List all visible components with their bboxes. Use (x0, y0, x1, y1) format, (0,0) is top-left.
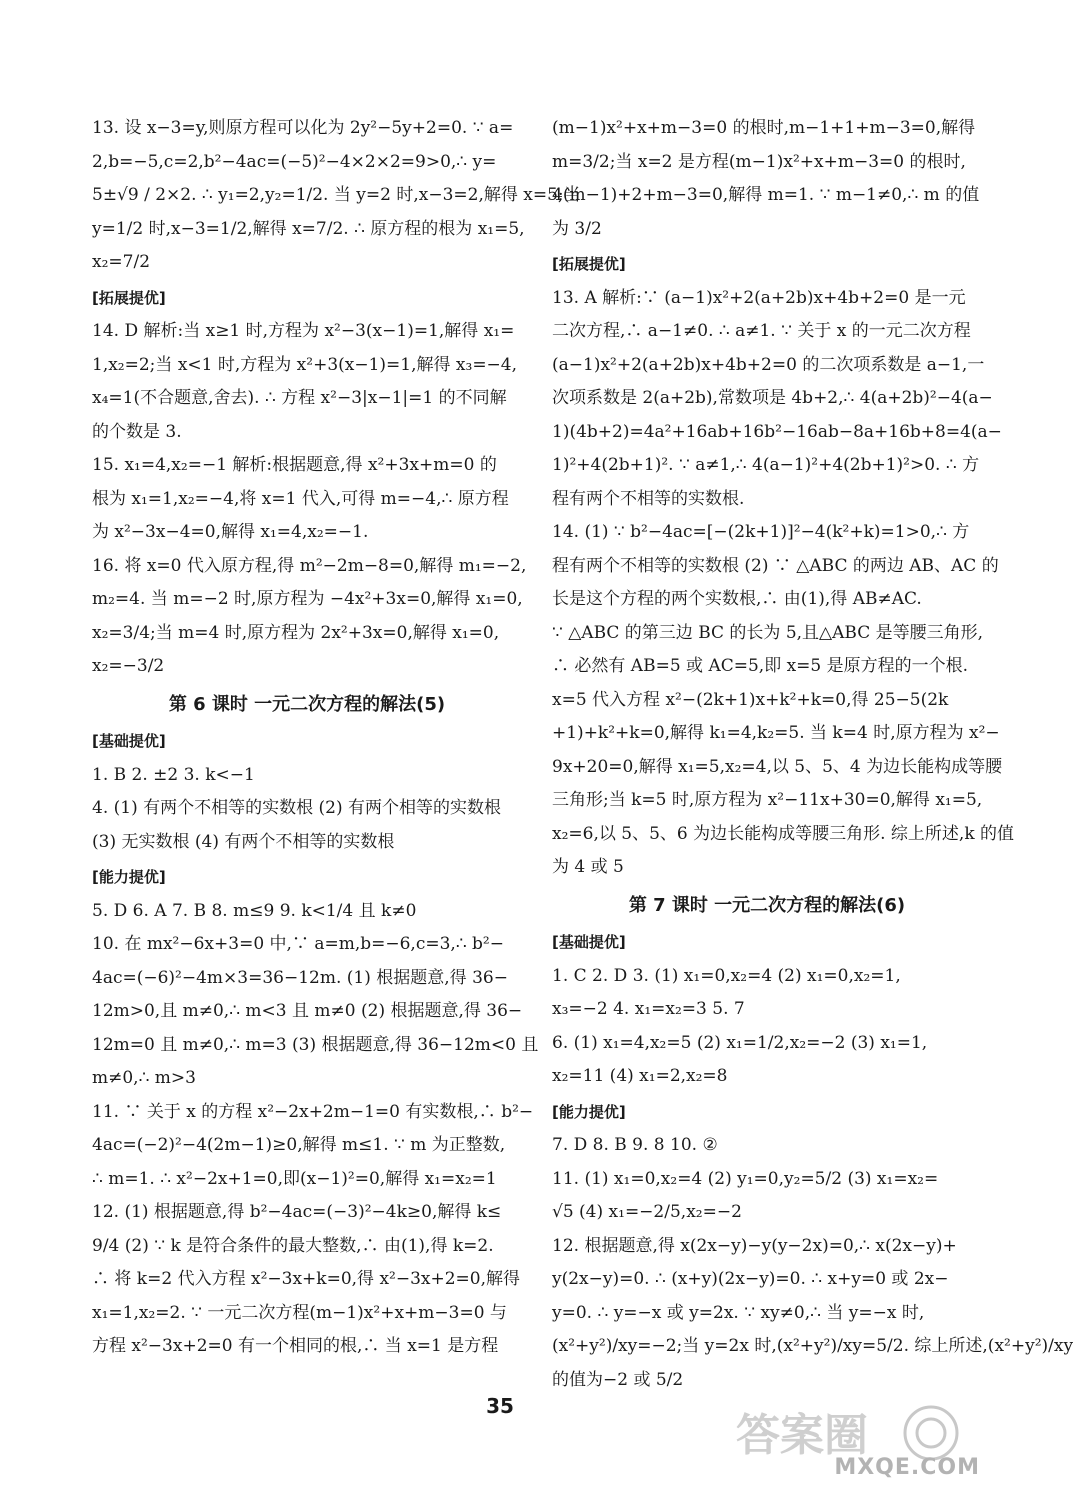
section-tag: [拓展提优] (92, 288, 166, 307)
answer-line: 程有两个不相等的实数根 (2) ∵ △ABC 的两边 AB、AC 的 (552, 555, 999, 576)
answer-line: 12m>0,且 m≠0,∴ m<3 且 m≠0 (2) 根据题意,得 36− (92, 1001, 523, 1021)
answer-line: ∵ △ABC 的第三边 BC 的长为 5,且△ABC 是等腰三角形, (552, 622, 984, 643)
answer-line: 方程 x²−3x+2=0 有一个相同的根,∴ 当 x=1 是方程 (92, 1336, 499, 1356)
answer-line: 1. C 2. D 3. (1) x₁=0,x₂=4 (2) x₁=0,x₂=1, (552, 965, 901, 986)
answer-line: 1)(4b+2)=4a²+16ab+16b²−16ab−8a+16b+8=4(a− (552, 421, 1002, 442)
answer-block (92, 928, 539, 1096)
answer-line: 11. ∵ 关于 x 的方程 x²−2x+2m−1=0 有实数根,∴ b²− (92, 1101, 534, 1122)
answer-line: x₃=−2 4. x₁=x₂=3 5. 7 (552, 999, 745, 1019)
answer-line: 2,b=−5,c=2,b²−4ac=(−5)²−4×2×2=9>0,∴ y= (92, 151, 497, 172)
answer-line: y=1/2 时,x−3=1/2,解得 x=7/2. ∴ 原方程的根为 x₁=5, (92, 218, 525, 239)
answer-line: 9x+20=0,解得 x₁=5,x₂=4,以 5、5、4 为边长能构成等腰 (552, 756, 1003, 777)
answer-line: 1,x₂=2;当 x<1 时,方程为 x²+3(x−1)=1,解得 x₃=−4, (92, 354, 518, 375)
answer-line: x₁=1,x₂=2. ∵ 一元二次方程(m−1)x²+x+m−3=0 与 (92, 1302, 507, 1323)
answer-line: 1. B 2. ±2 3. k<−1 (92, 764, 255, 785)
answer-line: 长是这个方程的两个实数根,∴ 由(1),得 AB≠AC. (552, 589, 922, 609)
answer-line: m=3/2;当 x=2 是方程(m−1)x²+x+m−3=0 的根时, (552, 151, 966, 172)
answer-line: 15. x₁=4,x₂=−1 解析:根据题意,得 x²+3x+m=0 的 (92, 455, 497, 475)
watermark-logo-text: 答案圈 (736, 1410, 868, 1461)
answer-line: 13. A 解析:∵ (a−1)x²+2(a+2b)x+4b+2=0 是一元 (552, 287, 966, 308)
answer-line: (m−1)x²+x+m−3=0 的根时,m−1+1+m−3=0,解得 (552, 118, 976, 138)
answer-block (92, 1196, 522, 1364)
section-tag: [能力提优] (552, 1102, 626, 1121)
answer-line: 程有两个不相等的实数根. (552, 488, 745, 509)
answer-line: x₂=3/4;当 m=4 时,原方程为 2x²+3x=0,解得 x₁=0, (92, 622, 500, 643)
answer-line: x=5 代入方程 x²−(2k+1)x+k²+k=0,得 25−5(2k (552, 689, 949, 710)
answer-line: 10. 在 mx²−6x+3=0 中,∵ a=m,b=−6,c=3,∴ b²− (92, 934, 504, 954)
section-tag: [拓展提优] (552, 255, 626, 273)
answer-line: 12m=0 且 m≠0,∴ m=3 (3) 根据题意,得 36−12m<0 且 (92, 1034, 539, 1055)
answer-line: 9/4 (2) ∵ k 是符合条件的最大整数,∴ 由(1),得 k=2. (92, 1235, 494, 1256)
answer-block (552, 1230, 1073, 1398)
answer-line: 16. 将 x=0 代入原方程,得 m²−2m−8=0,解得 m₁=−2, (92, 555, 527, 576)
section-tag: [基础提优] (552, 933, 626, 951)
answer-line: 二次方程,∴ a−1≠0. ∴ a≠1. ∵ 关于 x 的一元二次方程 (552, 321, 971, 341)
answer-block (552, 112, 982, 246)
answer-line: y(2x−y)=0. ∴ (x+y)(2x−y)=0. ∴ x+y=0 或 2x− (552, 1269, 949, 1289)
section-tag: [能力提优] (92, 868, 166, 886)
answer-line: 根为 x₁=1,x₂=−4,将 x=1 代入,可得 m=−4,∴ 原方程 (92, 488, 509, 509)
answer-line: 的个数是 3. (92, 421, 182, 442)
answer-line: 4ac=(−2)²−4(2m−1)≥0,解得 m≤1. ∵ m 为正整数, (92, 1135, 506, 1155)
answer-block (552, 960, 982, 1027)
answer-line: x₄=1(不合题意,舍去). ∴ 方程 x²−3|x−1|=1 的不同解 (92, 388, 507, 408)
answer-block (92, 792, 522, 859)
answer-line: x₂=−3/2 (92, 656, 165, 676)
section-tag: [基础提优] (92, 732, 166, 750)
answer-line: (a−1)x²+2(a+2b)x+4b+2=0 的二次项系数是 a−1,一 (552, 354, 985, 375)
answer-block (552, 516, 1015, 885)
answer-block (552, 1129, 982, 1163)
answer-line: 为 4 或 5 (552, 857, 624, 877)
page-number: 35 (486, 1394, 514, 1418)
answer-block (92, 550, 527, 684)
answer-line: 14. (1) ∵ b²−4ac=[−(2k+1)]²−4(k²+k)=1>0,∴ 方 (552, 522, 970, 542)
answer-line: m≠0,∴ m>3 (92, 1068, 196, 1088)
lesson-heading: 第 6 课时 一元二次方程的解法(5) (168, 693, 446, 715)
answer-line: x₂=7/2 (92, 252, 151, 272)
answer-line: ∴ m=1. ∴ x²−2x+1=0,即(x−1)²=0,解得 x₁=x₂=1 (92, 1168, 497, 1189)
answer-line: m₂=4. 当 m=−2 时,原方程为 −4x²+3x=0,解得 x₁=0, (92, 589, 523, 609)
right-column (552, 112, 1073, 1397)
answer-block (92, 1096, 534, 1197)
answer-line: (x²+y²)/xy=−2;当 y=2x 时,(x²+y²)/xy=5/2. 综上所述,(x²+y²)/xy (552, 1336, 1073, 1356)
answer-line: 三角形;当 k=5 时,原方程为 x²−11x+30=0,解得 x₁=5, (552, 790, 983, 810)
answer-line: ∴ 将 k=2 代入方程 x²−3x+k=0,得 x²−3x+2=0,解得 (92, 1269, 521, 1289)
answer-block (92, 759, 522, 793)
answer-line: √5 (4) x₁=−2/5,x₂=−2 (552, 1202, 742, 1222)
answer-line: 的值为−2 或 5/2 (552, 1369, 684, 1390)
answer-block (92, 449, 522, 550)
answer-line: +1)+k²+k=0,解得 k₁=4,k₂=5. 当 k=4 时,原方程为 x²− (552, 723, 1000, 743)
answer-line: 1)²+4(2b+1)². ∵ a≠1,∴ 4(a−1)²+4(2b+1)²>0. ∴ 方 (552, 455, 980, 475)
answer-line: 11. (1) x₁=0,x₂=4 (2) y₁=0,y₂=5/2 (3) x₁=x₂= (552, 1168, 939, 1189)
answer-line: x₂=11 (4) x₁=2,x₂=8 (552, 1066, 728, 1086)
answer-line: 4(m−1)+2+m−3=0,解得 m=1. ∵ m−1≠0,∴ m 的值 (552, 185, 980, 205)
answer-line: 5. D 6. A 7. B 8. m≤9 9. k<1/4 且 k≠0 (92, 900, 417, 921)
answer-block (92, 315, 522, 449)
answer-line: 4. (1) 有两个不相等的实数根 (2) 有两个相等的实数根 (92, 798, 501, 818)
answer-line: 12. (1) 根据题意,得 b²−4ac=(−3)²−4k≥0,解得 k≤ (92, 1202, 502, 1222)
answer-line: x₂=6,以 5、5、6 为边长能构成等腰三角形. 综上所述,k 的值 (552, 823, 1015, 844)
lesson-heading: 第 7 课时 一元二次方程的解法(6) (628, 894, 906, 916)
answer-line: 4ac=(−6)²−4m×3=36−12m. (1) 根据题意,得 36− (92, 967, 508, 988)
answer-block (552, 1163, 982, 1230)
watermark-site: MXQE.COM (834, 1455, 980, 1480)
answer-block (552, 1027, 982, 1094)
answer-line: ∴ 必然有 AB=5 或 AC=5,即 x=5 是原方程的一个根. (552, 656, 969, 676)
answer-line: 14. D 解析:当 x≥1 时,方程为 x²−3(x−1)=1,解得 x₁= (92, 321, 515, 341)
answer-line: 为 3/2 (552, 218, 602, 239)
answer-line: 13. 设 x−3=y,则原方程可以化为 2y²−5y+2=0. ∵ a= (92, 118, 514, 138)
answer-block (92, 895, 522, 929)
answer-line: 7. D 8. B 9. 8 10. ② (552, 1135, 718, 1155)
answer-line: 12. 根据题意,得 x(2x−y)−y(y−2x)=0,∴ x(2x−y)+ (552, 1235, 957, 1256)
answer-line: 6. (1) x₁=4,x₂=5 (2) x₁=1/2,x₂=−2 (3) x₁=1, (552, 1032, 928, 1053)
answer-line: 5±√9 / 2×2. ∴ y₁=2,y₂=1/2. 当 y=2 时,x−3=2,解得 x=5;当 (92, 185, 581, 205)
answer-line: 为 x²−3x−4=0,解得 x₁=4,x₂=−1. (92, 522, 369, 542)
answer-line: 次项系数是 2(a+2b),常数项是 4b+2,∴ 4(a+2b)²−4(a− (552, 388, 993, 408)
answer-line: y=0. ∴ y=−x 或 y=2x. ∵ xy≠0,∴ 当 y=−x 时, (552, 1302, 925, 1323)
answer-block (552, 282, 1002, 517)
answer-line: (3) 无实数根 (4) 有两个不相等的实数根 (92, 831, 395, 852)
